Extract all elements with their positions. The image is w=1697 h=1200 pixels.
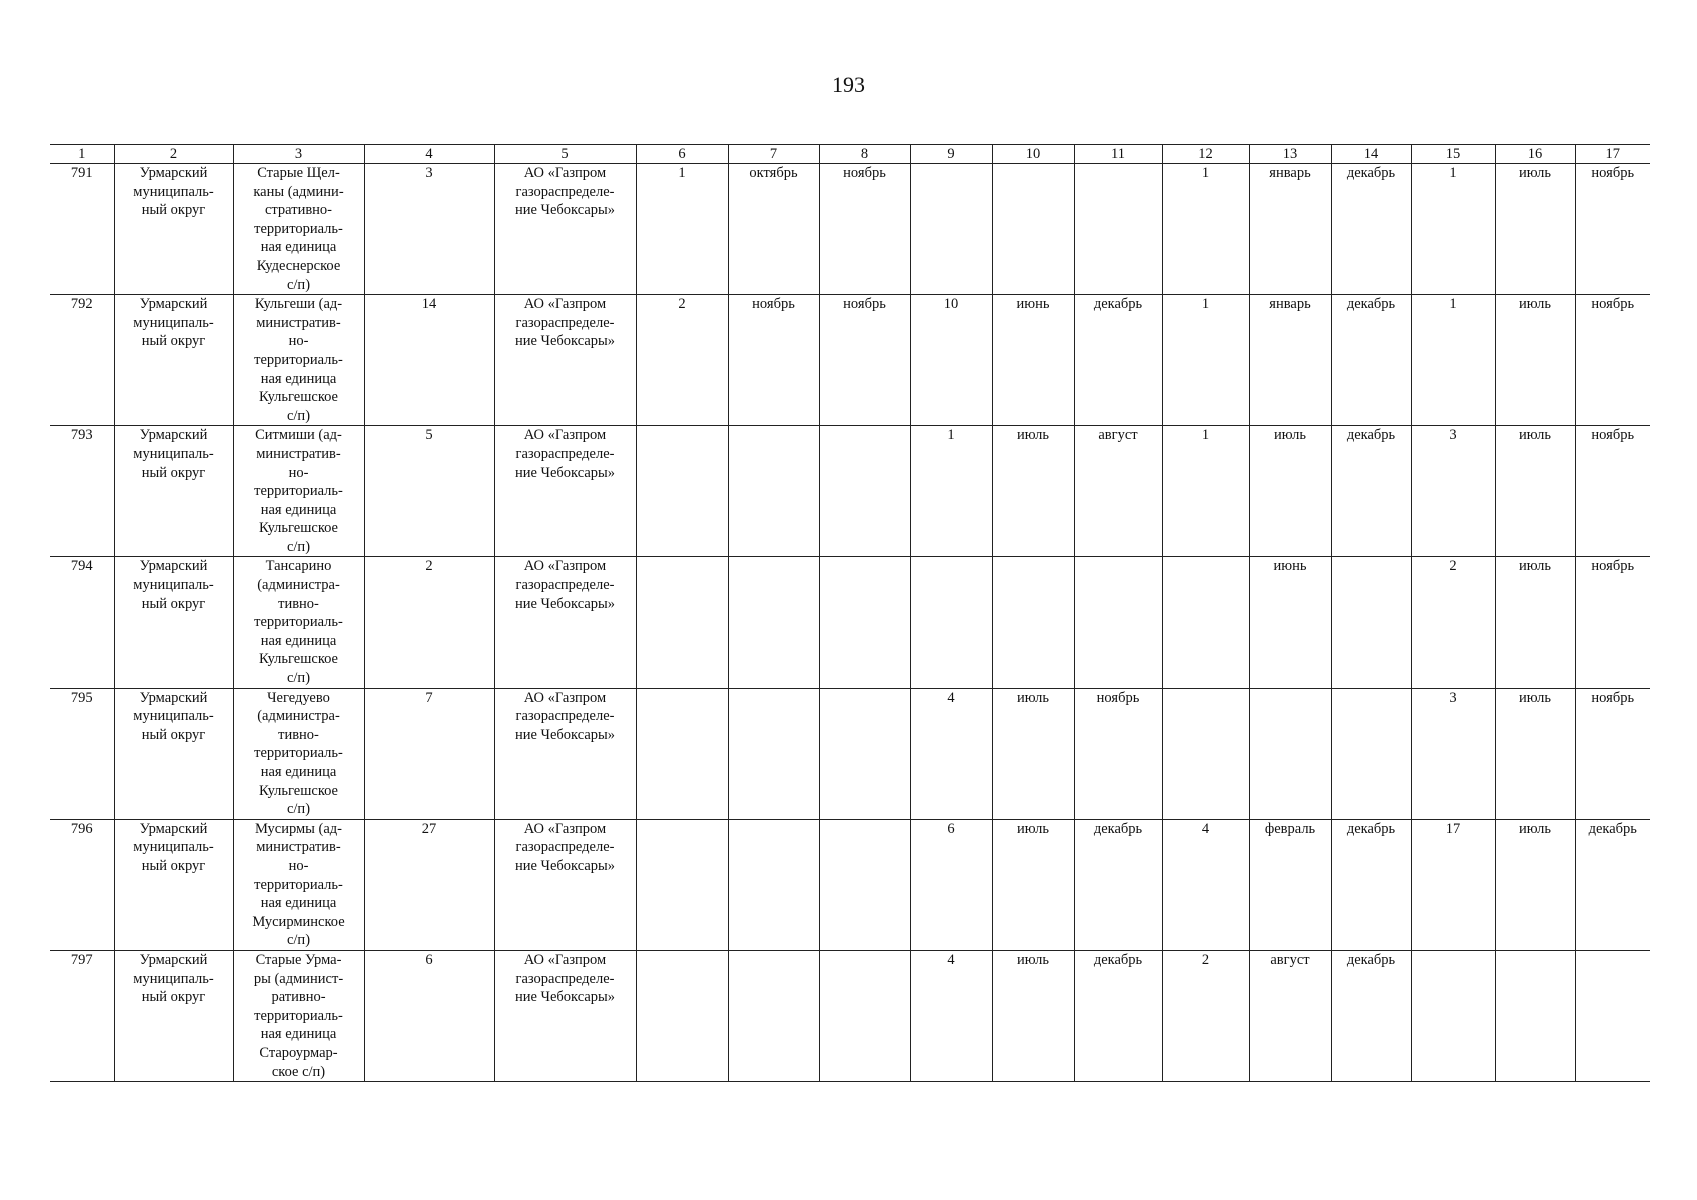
locality-line: Ситмиши (ад- (255, 427, 342, 444)
district-line: муниципаль- (133, 445, 214, 462)
locality-line: Кульгешское (258, 651, 338, 668)
month-cell: июль (1495, 164, 1575, 295)
org-line: газораспределе- (515, 445, 615, 462)
month-cell: декабрь (1331, 950, 1411, 1081)
count-cell: 4 (910, 688, 992, 819)
column-header: 3 (233, 145, 364, 164)
locality-line: тивно- (278, 726, 319, 743)
column-header: 7 (728, 145, 819, 164)
month-cell (728, 426, 819, 557)
district-cell (114, 164, 233, 295)
locality-line: территориаль- (254, 1007, 343, 1024)
district-line: ный округ (141, 595, 206, 612)
month-cell (728, 557, 819, 688)
count-cell (1411, 950, 1495, 1081)
count-cell (636, 557, 728, 688)
locality-line: территориаль- (254, 876, 343, 893)
count-cell (910, 557, 992, 688)
month-cell: июль (1495, 557, 1575, 688)
month-cell: июнь (1249, 557, 1331, 688)
locality-line: Староурмар- (259, 1044, 338, 1061)
month-cell (992, 557, 1074, 688)
locality-line: ная единица (260, 1026, 337, 1043)
locality-cell (233, 164, 364, 295)
district-line: муниципаль- (133, 183, 214, 200)
locality-line: (администра- (257, 708, 340, 725)
organization-cell (494, 164, 636, 295)
column-header: 6 (636, 145, 728, 164)
month-cell (1331, 557, 1411, 688)
column-header: 1 (50, 145, 114, 164)
locality-line: ная единица (260, 501, 337, 518)
month-cell (992, 164, 1074, 295)
month-cell: август (1249, 950, 1331, 1081)
page-number: 193 (832, 72, 865, 97)
table-row (50, 819, 1650, 950)
org-line: газораспределе- (515, 970, 615, 987)
month-cell: декабрь (1575, 819, 1650, 950)
column-header: 12 (1162, 145, 1249, 164)
district-line: муниципаль- (133, 577, 214, 594)
column-header: 9 (910, 145, 992, 164)
month-cell: июль (1249, 426, 1331, 557)
district-line: Урмарский (139, 689, 208, 706)
month-cell: август (1074, 426, 1162, 557)
count-cell: 7 (364, 688, 494, 819)
column-header: 11 (1074, 145, 1162, 164)
locality-line: Кульгешское (258, 389, 338, 406)
count-cell: 5 (364, 426, 494, 557)
district-line: Урмарский (139, 165, 208, 181)
month-cell (819, 557, 910, 688)
locality-line: Кульгеши (ад- (254, 296, 343, 313)
locality-cell (233, 426, 364, 557)
count-cell (636, 819, 728, 950)
count-cell: 2 (636, 295, 728, 426)
month-cell: июль (1495, 688, 1575, 819)
month-cell (1495, 950, 1575, 1081)
district-cell (114, 688, 233, 819)
locality-cell (233, 557, 364, 688)
month-cell: февраль (1249, 819, 1331, 950)
month-cell (1249, 688, 1331, 819)
locality-line: территориаль- (254, 745, 343, 762)
count-cell: 1 (1162, 295, 1249, 426)
locality-line: с/п) (286, 407, 311, 424)
org-line: АО «Газпром (523, 951, 607, 968)
locality-line: с/п) (286, 276, 311, 293)
month-cell: октябрь (728, 164, 819, 295)
gasification-schedule-table (50, 144, 1650, 1082)
month-cell: декабрь (1074, 819, 1162, 950)
locality-line: Кульгешское (258, 782, 338, 799)
organization-cell (494, 295, 636, 426)
month-cell: ноябрь (1575, 164, 1650, 295)
table-row (50, 950, 1650, 1081)
locality-cell (233, 950, 364, 1081)
district-cell (114, 557, 233, 688)
column-header: 2 (114, 145, 233, 164)
month-cell: январь (1249, 164, 1331, 295)
row-number-cell: 793 (50, 426, 114, 557)
org-line: АО «Газпром (523, 558, 607, 575)
count-cell (636, 688, 728, 819)
locality-line: ная единица (260, 239, 337, 256)
district-line: ный округ (141, 202, 206, 219)
org-line: ние Чебоксары» (514, 464, 616, 481)
district-line: Урмарский (139, 427, 208, 444)
column-header: 15 (1411, 145, 1495, 164)
locality-line: министратив- (256, 445, 341, 462)
column-header: 14 (1331, 145, 1411, 164)
month-cell: ноябрь (819, 295, 910, 426)
locality-line: с/п) (286, 932, 311, 949)
month-cell (1074, 557, 1162, 688)
district-cell (114, 295, 233, 426)
count-cell: 1 (1411, 295, 1495, 426)
org-line: газораспределе- (515, 708, 615, 725)
org-line: ние Чебоксары» (514, 857, 616, 874)
org-line: ние Чебоксары» (514, 726, 616, 743)
count-cell: 1 (1162, 426, 1249, 557)
month-cell: ноябрь (728, 295, 819, 426)
count-cell: 6 (910, 819, 992, 950)
count-cell: 14 (364, 295, 494, 426)
locality-cell (233, 688, 364, 819)
district-line: ный округ (141, 857, 206, 874)
month-cell (1575, 950, 1650, 1081)
month-cell (728, 950, 819, 1081)
count-cell (910, 164, 992, 295)
table-header (50, 145, 1650, 164)
locality-line: с/п) (286, 801, 311, 818)
month-cell (819, 819, 910, 950)
month-cell: июнь (992, 295, 1074, 426)
district-line: Урмарский (139, 558, 208, 575)
month-cell: июль (1495, 426, 1575, 557)
month-cell: декабрь (1331, 819, 1411, 950)
count-cell: 4 (1162, 819, 1249, 950)
count-cell: 1 (1411, 164, 1495, 295)
district-cell (114, 426, 233, 557)
row-number-cell: 796 (50, 819, 114, 950)
column-header: 17 (1575, 145, 1650, 164)
column-header: 8 (819, 145, 910, 164)
month-cell (819, 950, 910, 1081)
month-cell (728, 819, 819, 950)
locality-line: ная единица (260, 895, 337, 912)
month-cell: июль (1495, 819, 1575, 950)
month-cell (728, 688, 819, 819)
locality-cell (233, 819, 364, 950)
locality-line: министратив- (256, 314, 341, 331)
locality-line: ры (админист- (253, 970, 344, 987)
district-line: ный округ (141, 989, 206, 1006)
locality-line: с/п) (286, 670, 311, 687)
locality-line: Старые Щел- (257, 165, 340, 181)
month-cell: ноябрь (1575, 688, 1650, 819)
month-cell: ноябрь (1575, 557, 1650, 688)
month-cell: июль (992, 688, 1074, 819)
org-line: ние Чебоксары» (514, 595, 616, 612)
month-cell: ноябрь (1575, 295, 1650, 426)
row-number-cell: 797 (50, 950, 114, 1081)
org-line: газораспределе- (515, 183, 615, 200)
org-line: ние Чебоксары» (514, 333, 616, 350)
locality-line: территориаль- (254, 351, 343, 368)
month-cell: ноябрь (819, 164, 910, 295)
month-cell: декабрь (1074, 295, 1162, 426)
organization-cell (494, 557, 636, 688)
count-cell: 3 (1411, 426, 1495, 557)
organization-cell (494, 819, 636, 950)
locality-line: но- (288, 333, 309, 350)
column-header: 10 (992, 145, 1074, 164)
organization-cell (494, 688, 636, 819)
locality-line: с/п) (286, 538, 311, 555)
org-line: ние Чебоксары» (514, 202, 616, 219)
locality-line: Кудеснерское (256, 257, 341, 274)
locality-line: ная единица (260, 632, 337, 649)
count-cell (636, 426, 728, 557)
count-cell: 1 (910, 426, 992, 557)
row-number-cell: 795 (50, 688, 114, 819)
count-cell: 3 (364, 164, 494, 295)
count-cell (1162, 688, 1249, 819)
table-row (50, 426, 1650, 557)
month-cell: январь (1249, 295, 1331, 426)
count-cell: 3 (1411, 688, 1495, 819)
locality-line: территориаль- (254, 614, 343, 631)
month-cell: ноябрь (1074, 688, 1162, 819)
locality-line: Тансарино (265, 558, 332, 575)
month-cell: декабрь (1331, 295, 1411, 426)
column-header: 13 (1249, 145, 1331, 164)
month-cell: ноябрь (1575, 426, 1650, 557)
table-body (50, 164, 1650, 1082)
organization-cell (494, 426, 636, 557)
locality-line: Мусирминское (252, 913, 345, 930)
table-row (50, 557, 1650, 688)
month-cell (819, 426, 910, 557)
row-number-cell: 792 (50, 295, 114, 426)
locality-cell (233, 295, 364, 426)
org-line: АО «Газпром (523, 165, 607, 181)
count-cell: 2 (1162, 950, 1249, 1081)
column-header: 4 (364, 145, 494, 164)
locality-line: Мусирмы (ад- (254, 820, 343, 837)
table-row (50, 688, 1650, 819)
district-line: ный округ (141, 464, 206, 481)
column-header: 5 (494, 145, 636, 164)
month-cell: декабрь (1331, 426, 1411, 557)
organization-cell (494, 950, 636, 1081)
locality-line: но- (288, 857, 309, 874)
district-line: ный округ (141, 333, 206, 350)
district-cell (114, 819, 233, 950)
count-cell: 2 (364, 557, 494, 688)
district-line: Урмарский (139, 820, 208, 837)
month-cell: июль (992, 819, 1074, 950)
locality-line: Чегедуево (267, 689, 330, 706)
locality-line: ная единица (260, 370, 337, 387)
count-cell: 1 (1162, 164, 1249, 295)
district-line: Урмарский (139, 951, 208, 968)
district-line: ный округ (141, 726, 206, 743)
count-cell: 4 (910, 950, 992, 1081)
table-row (50, 164, 1650, 295)
month-cell: июль (992, 950, 1074, 1081)
column-header: 16 (1495, 145, 1575, 164)
locality-line: (администра- (257, 577, 340, 594)
locality-line: стративно- (264, 202, 333, 219)
locality-line: Старые Урма- (255, 951, 342, 968)
count-cell: 2 (1411, 557, 1495, 688)
org-line: АО «Газпром (523, 689, 607, 706)
locality-line: каны (админи- (253, 183, 344, 200)
locality-line: Кульгешское (258, 520, 338, 537)
row-number-cell: 794 (50, 557, 114, 688)
month-cell (1074, 164, 1162, 295)
locality-line: территориаль- (254, 483, 343, 500)
locality-line: ративно- (271, 989, 326, 1006)
org-line: газораспределе- (515, 577, 615, 594)
locality-line: министратив- (256, 839, 341, 856)
count-cell: 10 (910, 295, 992, 426)
month-cell (1331, 688, 1411, 819)
count-cell: 6 (364, 950, 494, 1081)
count-cell: 17 (1411, 819, 1495, 950)
district-line: муниципаль- (133, 708, 214, 725)
locality-line: но- (288, 464, 309, 481)
month-cell: декабрь (1074, 950, 1162, 1081)
count-cell: 1 (636, 164, 728, 295)
locality-line: тивно- (278, 595, 319, 612)
month-cell: июль (1495, 295, 1575, 426)
district-cell (114, 950, 233, 1081)
district-line: муниципаль- (133, 839, 214, 856)
org-line: газораспределе- (515, 314, 615, 331)
month-cell: июль (992, 426, 1074, 557)
district-line: муниципаль- (133, 970, 214, 987)
row-number-cell: 791 (50, 164, 114, 295)
org-line: АО «Газпром (523, 820, 607, 837)
count-cell: 27 (364, 819, 494, 950)
org-line: АО «Газпром (523, 427, 607, 444)
locality-line: территориаль- (254, 220, 343, 237)
org-line: газораспределе- (515, 839, 615, 856)
locality-line: ское с/п) (271, 1063, 326, 1080)
org-line: АО «Газпром (523, 296, 607, 313)
count-cell (636, 950, 728, 1081)
district-line: муниципаль- (133, 314, 214, 331)
month-cell (819, 688, 910, 819)
table-row (50, 295, 1650, 426)
district-line: Урмарский (139, 296, 208, 313)
locality-line: ная единица (260, 764, 337, 780)
header-row (50, 145, 1650, 164)
count-cell (1162, 557, 1249, 688)
org-line: ние Чебоксары» (514, 989, 616, 1006)
month-cell: декабрь (1331, 164, 1411, 295)
